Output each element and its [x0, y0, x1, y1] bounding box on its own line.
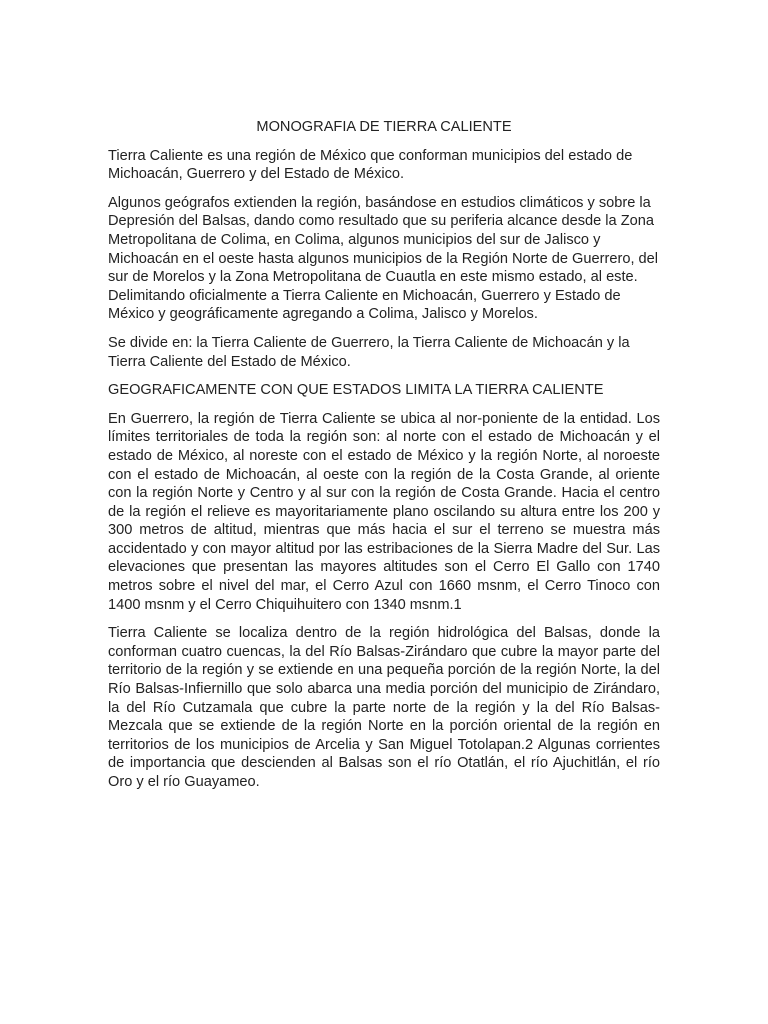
paragraph-intro: Tierra Caliente es una región de México que conforman municipios del estado de Michoacán, Guerrero y del Estado de México.	[108, 147, 633, 183]
document-page	[108, 118, 660, 802]
paragraph-divisions: Se divide en: la Tierra Caliente de Guerrero, la Tierra Caliente de Michoacán y la Tierra Caliente del Estado de México.	[108, 334, 630, 370]
paragraph-hydrology: Tierra Caliente se localiza dentro de la región hidrológica del Balsas, donde la conforman cuatro cuencas, la del Río Balsas-Zirándaro que cubre la mayor parte del territorio de la región y se extiende en una pequeña porción de la región Norte, la del Río Balsas-Infiernillo que solo abarca una media porción del municipio de Zirándaro, la del Río Cutzamala que cubre la parte norte de la región y la del Río Balsas-Mezcala que se extiende de la región Norte en la porción oriental de la región en territorios de los municipios de Arcelia y San Miguel Totolapan.2 Algunas corrientes de importancia que descienden al Balsas son el río Otatlán, el río Ajuchitlán, el río Oro y el río Guayameo.	[108, 625, 660, 790]
paragraph-geographers: Algunos geógrafos extienden la región, basándose en estudios climáticos y sobre la Depresión del Balsas, dando como resultado que su periferia alcance desde la Zona Metropolitana de Colima, en Colima, algunos municipios del sur de Jalisco y Michoacán en el oeste hasta algunos municipios de la Región Norte de Guerrero, del sur de Morelos y la Zona Metropolitana de Cuautla en este mismo estado, al este. Delimitando oficialmente a Tierra Caliente en Michoacán, Guerrero y Estado de México y geográficamente agregando a Colima, Jalisco y Morelos.	[108, 194, 659, 323]
document-title: MONOGRAFIA DE TIERRA CALIENTE	[256, 119, 512, 135]
paragraph-guerrero-limits: En Guerrero, la región de Tierra Caliente se ubica al nor-poniente de la entidad. Los límites territoriales de toda la región son: al norte con el estado de Michoacán y el estado de México, al noreste con el estado de México y la región Norte, al noroeste con el estado de Michoacán, al oeste con la región de la Costa Grande, al oriente con la región Norte y Centro y al sur con la región de Costa Grande. Hacia el centro de la región el relieve es mayoritariamente plano oscilando su altura entre los 200 y 300 metros de altitud, mientras que más hacia el sur el terreno se muestra más accidentado y con mayor altitud por las estribaciones de la Sierra Madre del Sur. Las elevaciones que presentan las mayores altitudes son el Cerro El Gallo con 1740 metros sobre el nivel del mar, el Cerro Azul con 1660 msnm, el Cerro Tinoco con 1400 msnm y el Cerro Chiquihuitero con 1340 msnm.1	[108, 410, 660, 613]
section-heading: GEOGRAFICAMENTE CON QUE ESTADOS LIMITA LA TIERRA CALIENTE	[108, 382, 604, 399]
